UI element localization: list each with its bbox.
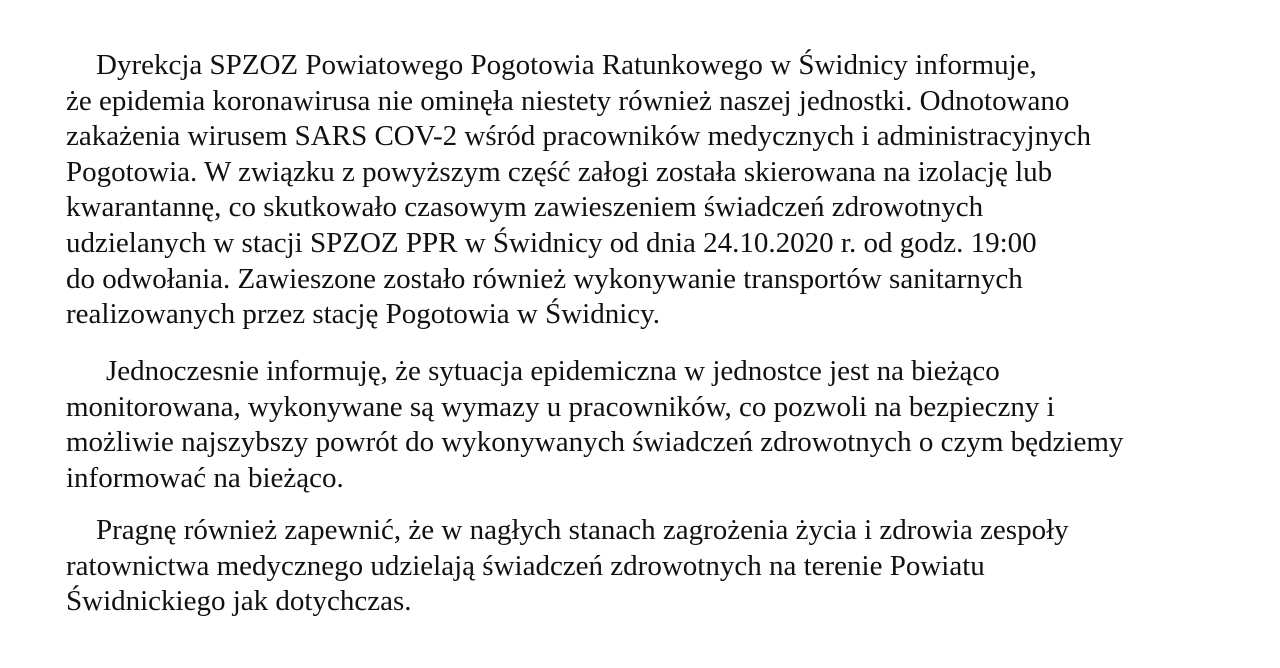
paragraph-monitoring (66, 354, 1123, 496)
paragraph-line: że epidemia koronawirusa nie ominęła niestety również naszej jednostki. Odnotowano (66, 84, 1070, 117)
paragraph-line: udzielanych w stacji SPZOZ PPR w Świdnicy od dnia 24.10.2020 r. od godz. 19:00 (66, 226, 1037, 259)
paragraph-line: monitorowana, wykonywane są wymazy u pracowników, co pozwoli na bezpieczny i (66, 390, 1055, 423)
paragraph-line: informować na bieżąco. (66, 461, 344, 494)
paragraph-line: realizowanych przez stację Pogotowia w Świdnicy. (66, 298, 661, 331)
paragraph-line: kwarantannę, co skutkowało czasowym zawieszeniem świadczeń zdrowotnych (66, 191, 984, 224)
paragraph-announcement (66, 48, 1091, 333)
paragraph-line: Dyrekcja SPZOZ Powiatowego Pogotowia Ratunkowego w Świdnicy informuje, (96, 49, 1037, 81)
paragraph-line: Pragnę również zapewnić, że w nagłych stanach zagrożenia życia i zdrowia zespoły (96, 514, 1069, 546)
paragraph-line: ratownictwa medycznego udzielają świadczeń zdrowotnych na terenie Powiatu (66, 549, 985, 582)
paragraph-line: do odwołania. Zawieszone zostało również wykonywanie transportów sanitarnych (66, 262, 1023, 295)
paragraph-line: Jednoczesnie informuję, że sytuacja epidemiczna w jednostce jest na bieżąco (106, 355, 1000, 387)
paragraph-line: Świdnickiego jak dotychczas. (66, 585, 412, 618)
paragraph-line: Pogotowia. W związku z powyższym część załogi została skierowana na izolację lub (66, 155, 1053, 188)
paragraph-line: możliwie najszybszy powrót do wykonywanych świadczeń zdrowotnych o czym będziemy (66, 426, 1124, 459)
paragraph-assurance (66, 513, 1069, 620)
paragraph-line: zakażenia wirusem SARS COV-2 wśród pracowników medycznych i administracyjnych (66, 120, 1091, 153)
